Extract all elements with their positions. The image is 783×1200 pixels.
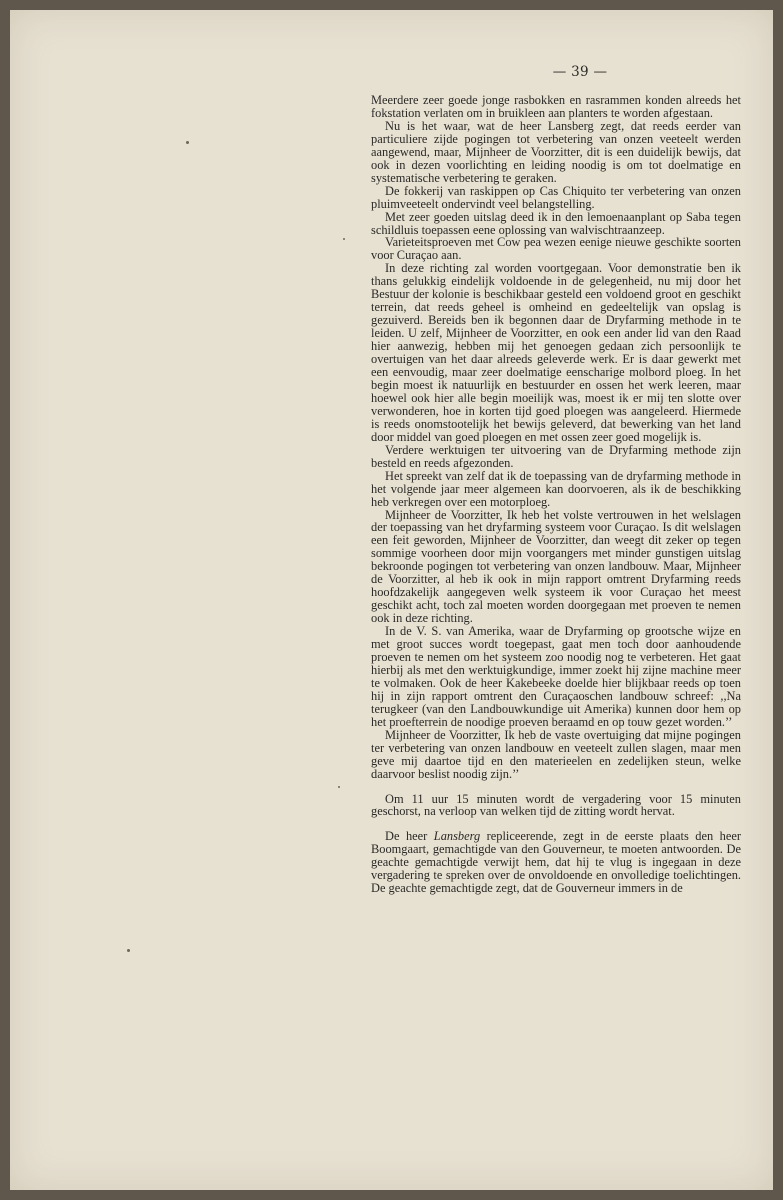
paragraph: Met zeer goeden uitslag deed ik in den lemoenaanplant op Saba tegen schildluis toepassen eene oplossing van walvischtraanzeep.: [371, 209, 741, 237]
text-column: [371, 94, 741, 895]
paragraph: Mijnheer de Voorzitter, Ik heb de vaste overtuiging dat mijne pogingen ter verbetering van onzen landbouw en veeteelt zullen slagen, maar men geve mij daartoe tijd en den materieelen en zedelijken steun, welke daarvoor beslist noodig zijn.’’: [371, 727, 741, 781]
page-number: — 39 —: [552, 64, 608, 80]
paragraph: In deze richting zal worden voortgegaan. Voor demonstratie ben ik thans gelukkig eindelijk voldoende in de gelegenheid, nu mij door het Bestuur der kolonie is beschikbaar gesteld een voldoend groot en geschikt terrein, dat reeds geheel is omheind en gedeeltelijk van opslag is gezuiverd. Bereids ben ik begonnen daar de Dryfarming methode in te leiden. U zelf, Mijnheer de Voorzitter, en ook een ander lid van den Raad hier aanwezig, hebben mij het genoegen gedaan zich persoonlijk te overtuigen van het daar alreeds geleverde werk. Er is daar gewerkt met een eenvoudig, maar zeer doelmatige eenscharige molbord ploeg. In het begin moest ik natuurlijk en bestuurder en ossen het werk leeren, maar hoewel ook hier alle begin moeilijk was, moest ik er mij ten slotte over verwonderen, hoe in korten tijd goed ploegen was aangeleerd. Hiermede is reeds onomstootelijk het bewijs geleverd, dat bewerking van het land door middel van goed ploegen en met ossen zeer goed mogelijk is.: [371, 261, 741, 444]
reply-paragraph: [371, 830, 741, 895]
paragraph: Het spreekt van zelf dat ik de toepassing van de dryfarming methode in het volgende jaar meer algemeen kan doorvoeren, als ik de beschikking heb verkregen over een motorploeg.: [371, 468, 741, 509]
paragraph: In de V. S. van Amerika, waar de Dryfarming op grootsche wijze en met groot succes wordt toegepast, gaat men toch door aanhoudende proeven te nemen om het systeem zoo noodig nog te verbeteren. Het gaat hierbij als met den werktuigkundige, immer zoekt hij zijne machine meer te volmaken. Ook de heer Kakebeeke doelde hier blijkbaar reeds op toen hij in zijn rapport omtrent den Curaçaoschen landbouw schreef: ,,Na terugkeer (van den Landbouwkundige uit Amerika) kunnen door hem op het proefterrein de noodige proeven beraamd en op touw gezet worden.’’: [371, 624, 741, 729]
paper-speck: [338, 786, 340, 788]
paper-speck: [343, 238, 345, 240]
paragraph: Verdere werktuigen ter uitvoering van de Dryfarming methode zijn besteld en reeds afgezonden.: [371, 442, 741, 470]
paper-speck: [127, 949, 130, 952]
paragraph: De fokkerij van raskippen op Cas Chiquito ter verbetering van onzen pluimveeteelt ondervindt veel belangstelling.: [371, 183, 741, 211]
paragraph: Meerdere zeer goede jonge rasbokken en rasrammen konden alreeds het fokstation verlaten om in bruikleen aan planters te worden afgestaan.: [371, 93, 741, 120]
paragraph: Varieteitsproeven met Cow pea wezen eenige nieuwe geschikte soorten voor Curaçao aan.: [371, 235, 741, 263]
session-note-paragraph: Om 11 uur 15 minuten wordt de vergadering voor 15 minuten geschorst, na verloop van welken tijd de zitting wordt hervat.: [371, 791, 741, 819]
paper-speck: [186, 141, 189, 144]
reply-lead-text: De heer: [385, 829, 434, 844]
reply-body-text: repliceerende, zegt in de eerste plaats den heer Boomgaart, gemachtigde van den Gouverneur, te moeten antwoorden. De geachte gemachtigde verwijt hem, dat hij te vlug is ingegaan in deze vergadering te spreken over de onvoldoende en onvolledige toelichtingen. De geachte gemachtigde zegt, dat de Gouverneur immers in de: [371, 829, 742, 896]
speaker-name: Lansberg: [433, 829, 481, 844]
paragraph: Nu is het waar, wat de heer Lansberg zegt, dat reeds eerder van particuliere zijde pogingen tot verbetering van onzen veeteelt werden aangewend, maar, Mijnheer de Voorzitter, dit is een duidelijk bewijs, dat ook in dezen voorlichting en leiding noodig is om tot doelmatige en systematische verbetering te geraken.: [371, 118, 741, 185]
paragraph: Mijnheer de Voorzitter, Ik heb het volste vertrouwen in het welslagen der toepassing van het dryfarming systeem voor Curaçao. Is dit welslagen een feit geworden, Mijnheer de Voorzitter, dan weegt dit zeker op tegen sommige voorheen door mijn voorgangers met minder gunstigen uitslag bekroonde pogingen tot verbetering van onzen landbouw. Maar, Mijnheer de Voorzitter, al heb ik ook in mijn rapport omtrent Dryfarming reeds hoofdzakelijk aangegeven welk systeem ik voor Curaçao het meest geschikt acht, toch zal moeten worden doorgegaan met proeven te nemen ook in deze richting.: [371, 507, 741, 626]
